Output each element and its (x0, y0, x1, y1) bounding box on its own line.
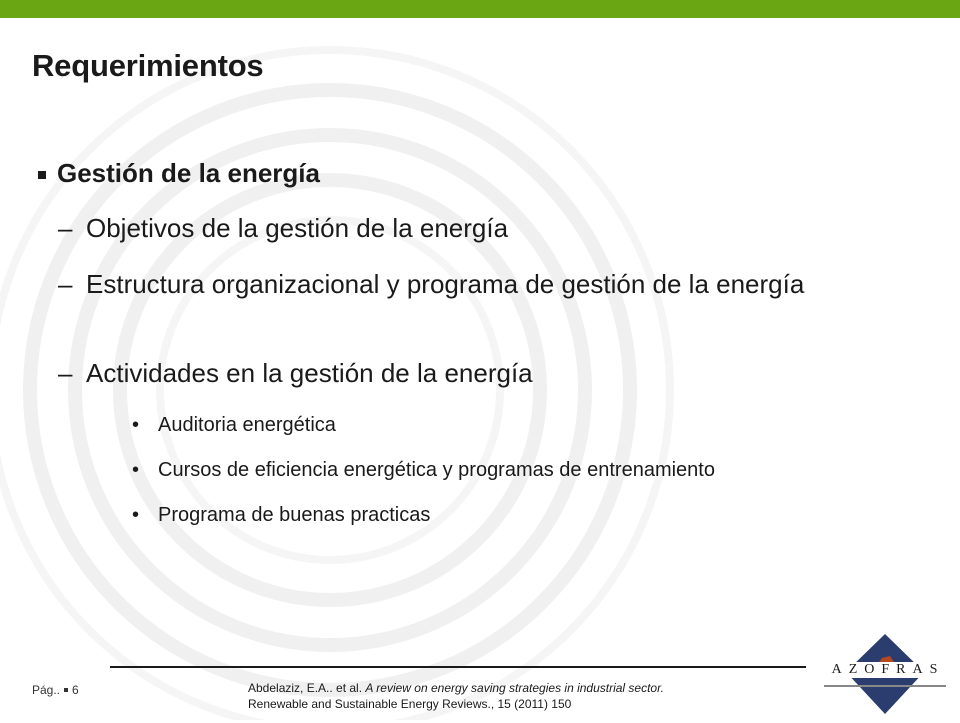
citation-source: Renewable and Sustainable Energy Reviews., 15 (2011) 150 (248, 697, 572, 711)
slide-title: Requerimientos (32, 48, 264, 83)
bullet-level3-text: Programa de buenas practicas (158, 504, 431, 526)
logo-subtitle-line (824, 684, 946, 688)
footer-citation (248, 680, 664, 712)
dash-bullet: – (58, 269, 73, 299)
bullet-level3-text: Auditoria energética (158, 414, 336, 436)
dot-bullet: • (132, 414, 140, 436)
dash-bullet: – (58, 358, 73, 388)
square-bullet-icon (38, 171, 46, 179)
bullet-level2-text: Objetivos de la gestión de la energía (86, 213, 509, 243)
footer-divider (110, 666, 806, 668)
citation-line-1 (248, 680, 664, 696)
bullet-level3-text: Cursos de eficiencia energética y programas de entrenamiento (158, 459, 715, 481)
dot-bullet: • (132, 504, 140, 526)
page-number (32, 683, 79, 697)
page-number-value: 6 (72, 683, 79, 697)
page-label: Pág.. (32, 683, 61, 697)
citation-title: A review on energy saving strategies in industrial sector. (365, 681, 664, 695)
bullet-level3-item (132, 457, 715, 483)
bullet-level2-item (58, 268, 878, 300)
bullet-level1 (38, 158, 320, 189)
logo-text: AZOFRAS (820, 662, 950, 678)
small-square-icon (64, 688, 68, 692)
dot-bullet: • (132, 459, 140, 481)
bullet-level2-text: Actividades en la gestión de la energía (86, 358, 533, 388)
bullet-level2-item (58, 357, 878, 389)
citation-authors: Abdelaziz, E.A.. et al. (248, 681, 363, 695)
bullet-level1-text: Gestión de la energía (57, 158, 320, 188)
dash-bullet: – (58, 213, 73, 243)
bullet-level2-text: Estructura organizacional y programa de gestión de la energía (86, 269, 805, 299)
bullet-level3-item (132, 502, 430, 528)
azofras-logo (820, 628, 950, 718)
bullet-level3-item (132, 412, 336, 438)
bullet-level2-item (58, 212, 878, 244)
